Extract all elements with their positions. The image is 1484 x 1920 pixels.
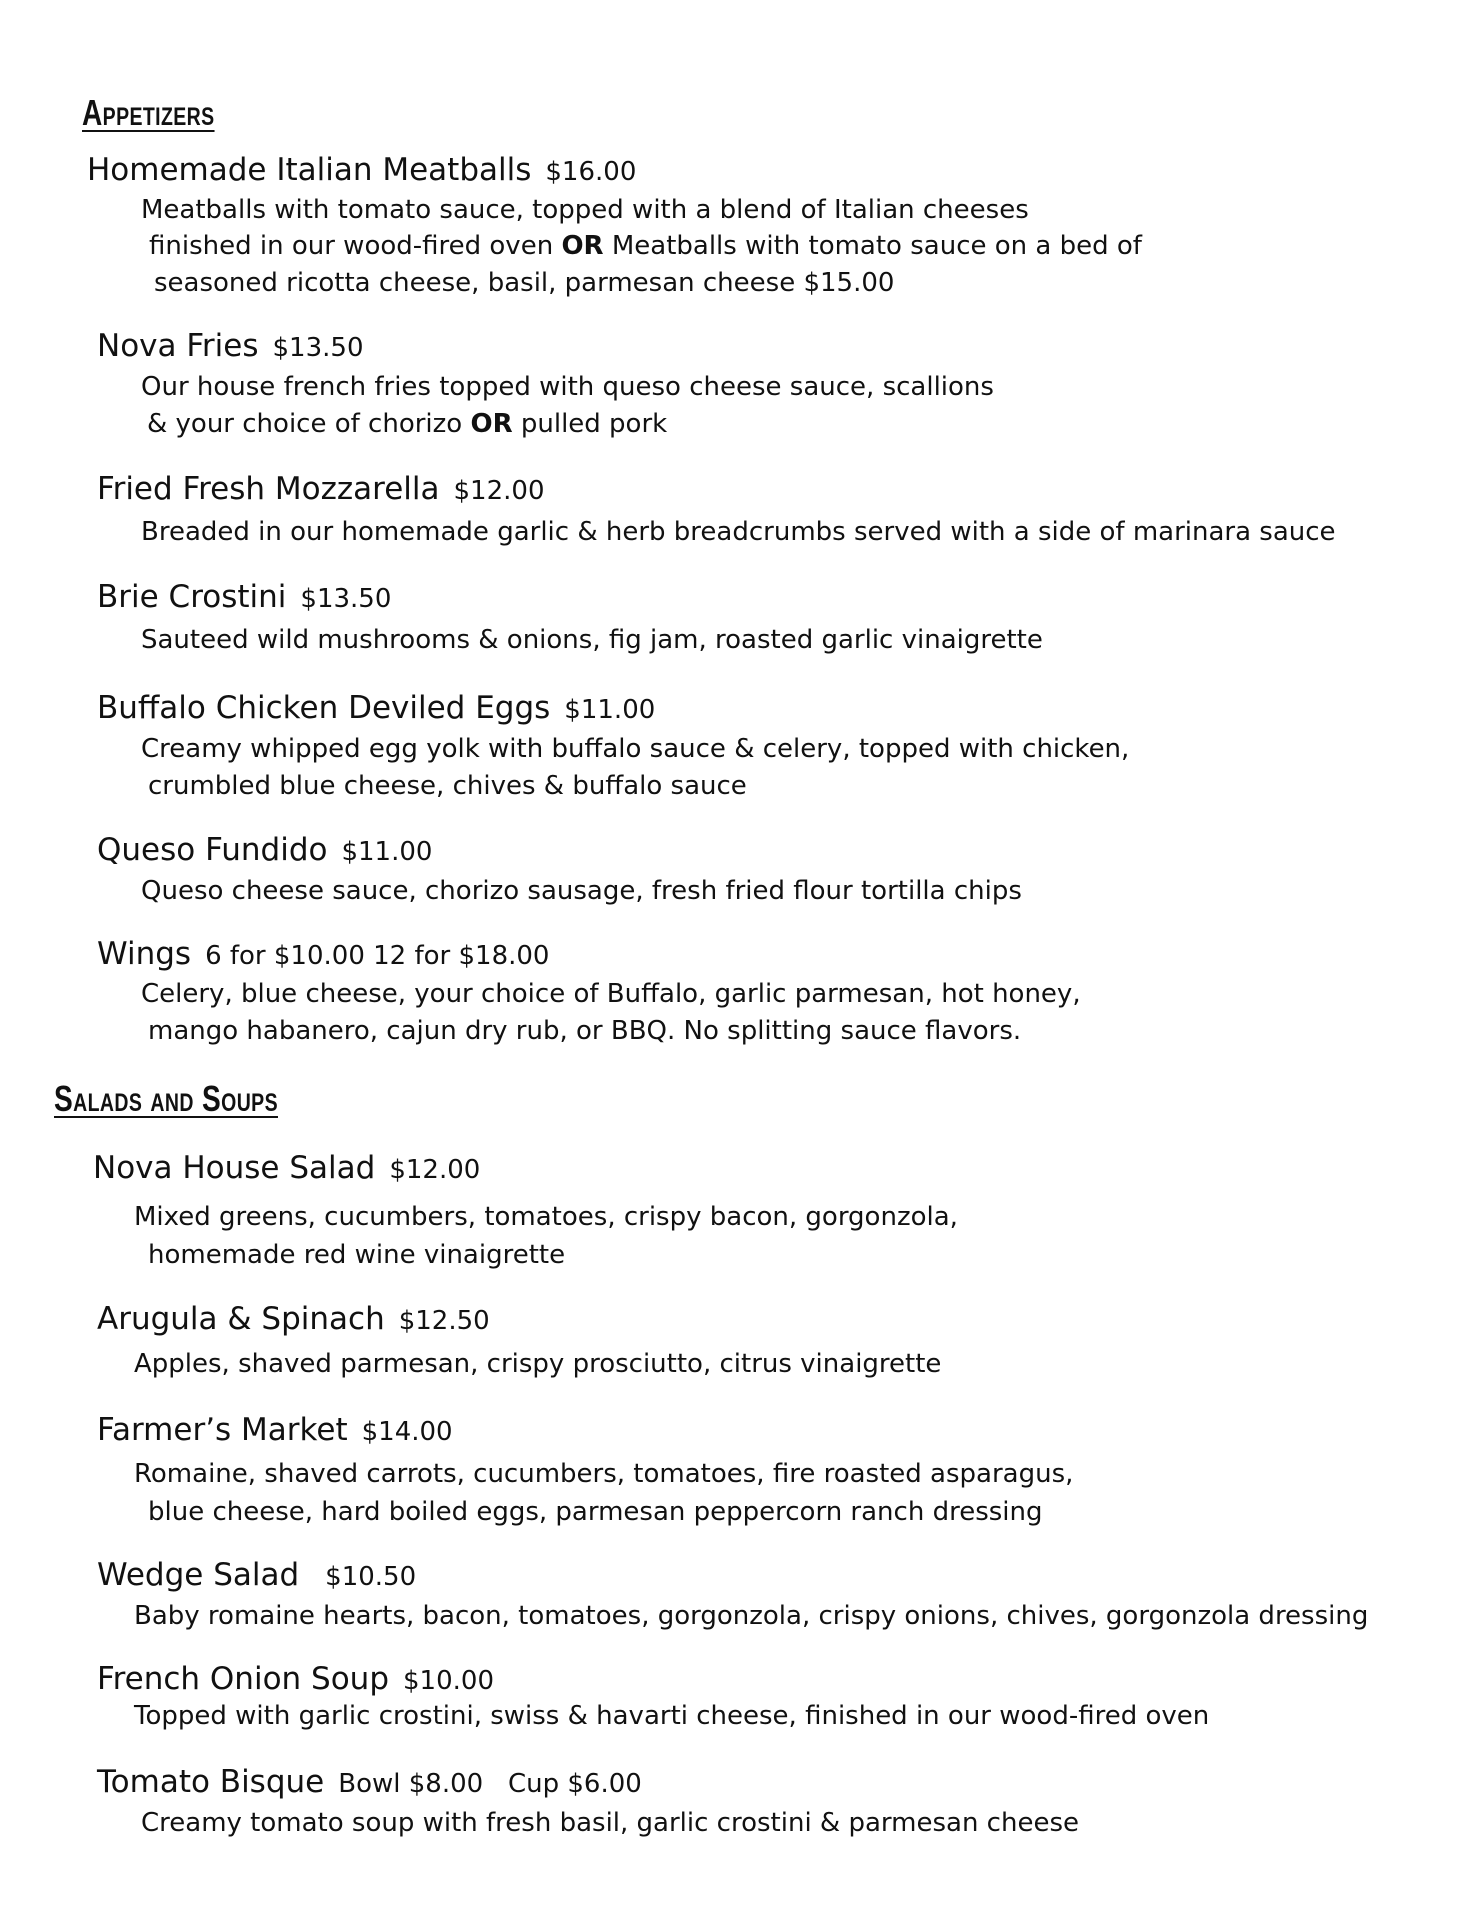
- menu-item-meatballs: [87, 152, 636, 188]
- menu-item-fried-mozzarella: [97, 471, 545, 507]
- menu-item-tomato-bisque: [97, 1764, 642, 1800]
- item-description: Celery, blue cheese, your choice of Buffalo, garlic parmesan, hot honey,: [141, 979, 1081, 1009]
- item-name: Farmer’s Market: [97, 1412, 348, 1448]
- menu-item-french-onion-soup: [97, 1661, 494, 1697]
- item-price: $11.00: [341, 837, 433, 867]
- menu-item-wedge-salad: [97, 1557, 416, 1593]
- item-description: [149, 231, 1142, 261]
- item-description: Mixed greens, cucumbers, tomatoes, crispy bacon, gorgonzola,: [134, 1202, 958, 1232]
- desc-text: pulled pork: [520, 409, 668, 439]
- or-text: OR: [470, 409, 513, 439]
- item-description: Queso cheese sauce, chorizo sausage, fresh fried flour tortilla chips: [141, 876, 1022, 906]
- item-description: Creamy whipped egg yolk with buffalo sauce & celery, topped with chicken,: [141, 734, 1130, 764]
- item-description: Sauteed wild mushrooms & onions, fig jam, roasted garlic vinaigrette: [141, 625, 1043, 655]
- item-name: Fried Fresh Mozzarella: [97, 471, 440, 507]
- item-name: Wings: [97, 936, 192, 972]
- menu-item-queso-fundido: [97, 832, 432, 868]
- item-description: Our house french fries topped with queso cheese sauce, scallions: [141, 372, 994, 402]
- item-price: $13.50: [300, 584, 392, 614]
- item-name: Queso Fundido: [97, 832, 328, 868]
- item-name: Nova House Salad: [93, 1150, 376, 1186]
- menu-item-house-salad: [93, 1150, 480, 1186]
- item-name: Nova Fries: [97, 328, 259, 364]
- item-name: French Onion Soup: [97, 1661, 390, 1697]
- item-description: crumbled blue cheese, chives & buffalo sauce: [148, 771, 747, 801]
- menu-item-deviled-eggs: [97, 690, 655, 726]
- menu-item-arugula-spinach: [97, 1301, 490, 1337]
- item-price: $13.50: [272, 333, 364, 363]
- item-description: Meatballs with tomato sauce, topped with a blend of Italian cheeses: [141, 195, 1029, 225]
- appetizers-heading: Appetizers: [82, 92, 215, 133]
- item-price: $12.00: [389, 1155, 481, 1185]
- item-name: Arugula & Spinach: [97, 1301, 385, 1337]
- or-text: OR: [561, 231, 604, 261]
- item-price: 6 for $10.00 12 for $18.00: [205, 941, 550, 971]
- menu-item-nova-fries: [97, 328, 364, 364]
- item-name: Buffalo Chicken Deviled Eggs: [97, 690, 551, 726]
- item-description: Topped with garlic crostini, swiss & havarti cheese, finished in our wood-fired oven: [134, 1701, 1210, 1731]
- item-name: Homemade Italian Meatballs: [87, 152, 532, 188]
- desc-text: finished in our wood-fired oven: [149, 231, 554, 261]
- item-description: Creamy tomato soup with fresh basil, garlic crostini & parmesan cheese: [141, 1808, 1079, 1838]
- item-name: Brie Crostini: [97, 579, 287, 615]
- item-name: Tomato Bisque: [97, 1764, 325, 1800]
- item-price: $16.00: [545, 157, 637, 187]
- item-description: Baby romaine hearts, bacon, tomatoes, gorgonzola, crispy onions, chives, gorgonzola dressing: [134, 1601, 1369, 1631]
- item-price: $12.00: [453, 476, 545, 506]
- menu-item-brie-crostini: [97, 579, 391, 615]
- item-price: $10.50: [325, 1562, 417, 1592]
- item-price: $12.50: [398, 1306, 490, 1336]
- item-description: seasoned ricotta cheese, basil, parmesan cheese $15.00: [154, 268, 895, 298]
- desc-text: & your choice of chorizo: [147, 409, 463, 439]
- menu-item-wings: [97, 936, 549, 972]
- item-description: mango habanero, cajun dry rub, or BBQ. No splitting sauce flavors.: [148, 1016, 1022, 1046]
- item-price: Bowl $8.00 Cup $6.00: [338, 1769, 642, 1799]
- item-description: Apples, shaved parmesan, crispy prosciutto, citrus vinaigrette: [134, 1349, 942, 1379]
- item-price: $11.00: [564, 695, 656, 725]
- item-description: Breaded in our homemade garlic & herb breadcrumbs served with a side of marinara sauce: [141, 517, 1336, 547]
- menu-item-farmers-market: [97, 1412, 453, 1448]
- item-description: Romaine, shaved carrots, cucumbers, tomatoes, fire roasted asparagus,: [134, 1459, 1074, 1489]
- item-description: blue cheese, hard boiled eggs, parmesan peppercorn ranch dressing: [148, 1497, 1043, 1527]
- desc-text: Meatballs with tomato sauce on a bed of: [611, 231, 1142, 261]
- item-price: $14.00: [361, 1417, 453, 1447]
- item-price: $10.00: [403, 1666, 494, 1696]
- item-name: Wedge Salad: [97, 1557, 300, 1593]
- item-description: [147, 409, 667, 439]
- salads-soups-heading: Salads and Soups: [54, 1078, 278, 1119]
- item-description: homemade red wine vinaigrette: [148, 1240, 566, 1270]
